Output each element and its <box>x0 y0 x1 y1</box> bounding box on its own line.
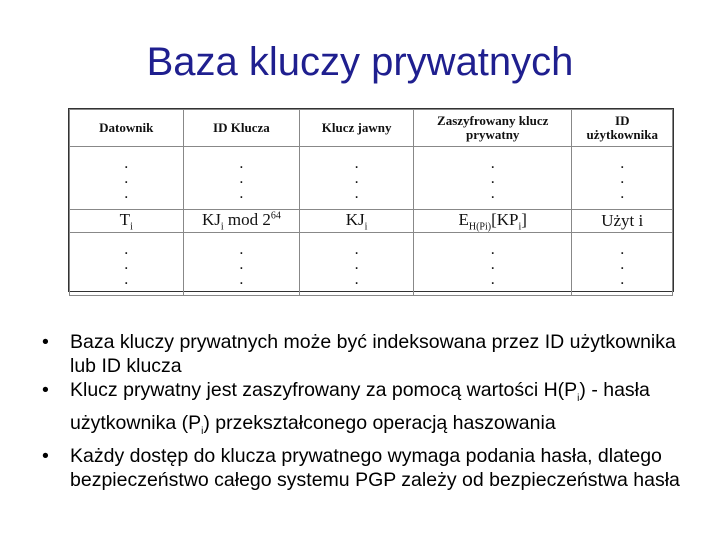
slide-title: Baza kluczy prywatnych <box>146 40 574 84</box>
cell-timestamp: $T_i$ <box>70 210 184 233</box>
bullet-text: Baza kluczy prywatnych może być indeksowana przez ID użytkownika lub ID klucza <box>70 331 676 377</box>
ellipsis-cell: . . . <box>70 147 184 210</box>
header-klucz-jawny: Klucz jawny <box>300 110 414 147</box>
header-id-klucza: ID Klucza <box>183 110 300 147</box>
bullet-item <box>38 444 698 492</box>
table-row <box>70 233 673 296</box>
table-row <box>70 147 673 210</box>
ellipsis-cell: . . . <box>413 233 572 296</box>
cell-user-id: Użyt i <box>572 210 673 233</box>
bullet-marker: • <box>42 444 49 467</box>
ellipsis-cell: . . . <box>572 147 673 210</box>
table-header-row <box>70 110 673 147</box>
cell-key-id: $KJ_i$ mod $2^{64}$ <box>183 210 300 233</box>
header-id-uzytkownika: ID użytkownika <box>572 110 673 147</box>
ellipsis-cell: . . . <box>183 147 300 210</box>
header-zaszyfrowany: Zaszyfrowany klucz prywatny <box>413 110 572 147</box>
bullet-item <box>38 330 698 378</box>
ellipsis-cell: . . . <box>300 147 414 210</box>
key-table <box>68 108 674 292</box>
bullet-marker: • <box>42 379 49 401</box>
ellipsis-cell: . . . <box>572 233 673 296</box>
bullet-text: Klucz prywatny jest zaszyfrowany za pomocą wartości $H(P_i)$ - hasła użytkownika $(P_i)$ przekształconego operacją haszowania <box>70 379 650 437</box>
header-datownik: Datownik <box>70 110 184 147</box>
ellipsis-cell: . . . <box>70 233 184 296</box>
ellipsis-cell: . . . <box>413 147 572 210</box>
ellipsis-cell: . . . <box>300 233 414 296</box>
cell-public-key: $KJ_i$ <box>300 210 414 233</box>
bullet-text: Każdy dostęp do klucza prywatnego wymaga podania hasła, dlatego bezpieczeństwo całego systemu PGP zależy od bezpieczeństwa hasła <box>70 444 680 491</box>
cell-encrypted-key: $E_{H(Pi)}[KP_i]$ <box>413 210 572 233</box>
bullet-marker: • <box>42 331 49 353</box>
ellipsis-cell: . . . <box>183 233 300 296</box>
bullet-item <box>38 378 698 444</box>
bullet-list <box>38 330 698 492</box>
table-row-i <box>70 210 673 233</box>
